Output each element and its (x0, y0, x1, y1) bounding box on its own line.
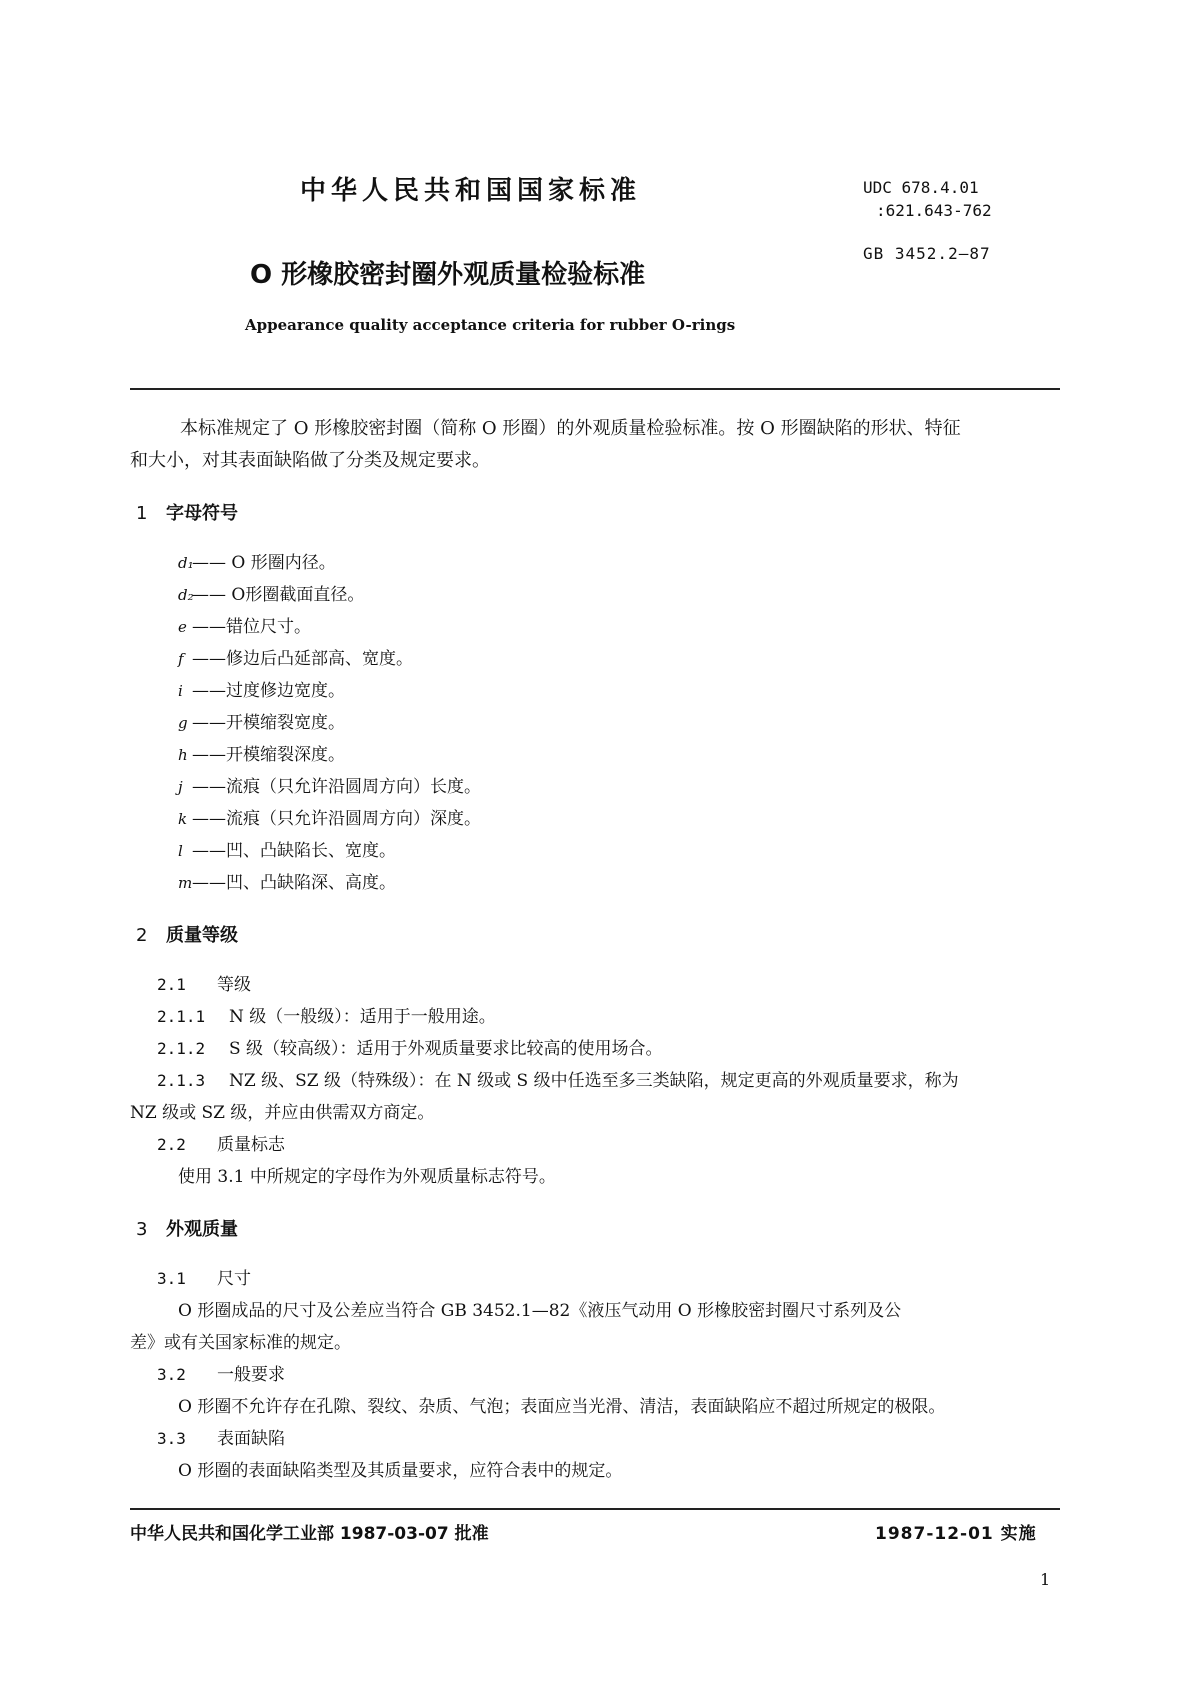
symbol-row (178, 772, 481, 797)
clause-number: 2.1 (157, 975, 186, 994)
clause-3-3 (157, 1424, 285, 1449)
section-2-heading (136, 921, 238, 947)
clause-3-1 (157, 1264, 251, 1289)
intro-paragraph (130, 413, 1060, 477)
clause-number: 3.1 (157, 1269, 186, 1288)
symbol: m (178, 874, 193, 892)
symbol-definition: ——修边后凸延部高、宽度。 (192, 649, 413, 669)
page-number: 1 (1040, 1570, 1051, 1589)
symbol-row (178, 836, 396, 861)
symbol: i (178, 682, 183, 700)
symbol: k (178, 810, 188, 828)
symbol: l (178, 842, 183, 860)
clause-title: 尺寸 (217, 1269, 251, 1289)
symbol-row (178, 580, 364, 605)
section-title: 质量等级 (166, 925, 238, 946)
clause-3-2-text: O 形圈不允许存在孔隙、裂纹、杂质、气泡；表面应当光滑、清洁，表面缺陷应不超过所规定的极限。 (178, 1397, 946, 1417)
clause-3-2 (157, 1360, 285, 1385)
section-1-heading (136, 499, 238, 525)
udc-code-line-1: UDC 678.4.01 (863, 178, 979, 197)
approval-line: 中华人民共和国化学工业部 1987-03-07 批准 (130, 1524, 489, 1544)
symbol: g (178, 714, 188, 732)
symbol-definition: ——开模缩裂深度。 (192, 745, 345, 765)
clause-2-1-3 (157, 1066, 959, 1091)
clause-2-2-text: 使用 3.1 中所规定的字母作为外观质量标志符号。 (178, 1167, 556, 1187)
english-title: Appearance quality acceptance criteria for rubber O-rings (245, 316, 736, 334)
clause-text: NZ 级、SZ 级（特殊级）：在 N 级或 S 级中任选至多三类缺陷，规定更高的外观质量要求，称为 (229, 1071, 959, 1091)
symbol: f (178, 650, 184, 668)
symbol-definition: ——流痕（只允许沿圆周方向）长度。 (192, 777, 481, 797)
symbol: d₂ (178, 586, 194, 604)
symbol-definition: ——流痕（只允许沿圆周方向）深度。 (192, 809, 481, 829)
symbol: d₁ (178, 554, 194, 572)
section-title: 外观质量 (166, 1219, 238, 1240)
clause-number: 3.3 (157, 1429, 186, 1448)
document-title: O 形橡胶密封圈外观质量检验标准 (250, 260, 646, 290)
clause-number: 2.1.1 (157, 1007, 206, 1026)
symbol-row (178, 804, 481, 829)
clause-2-1-3-continued: NZ 级或 SZ 级，并应由供需双方商定。 (130, 1103, 435, 1123)
symbol-definition: ——过度修边宽度。 (192, 681, 345, 701)
clause-title: 一般要求 (217, 1365, 285, 1385)
symbol: j (178, 778, 183, 796)
symbol-row (178, 548, 336, 573)
clause-number: 3.2 (157, 1365, 186, 1384)
intro-line-1: 本标准规定了 O 形橡胶密封圈（简称 O 形圈）的外观质量检验标准。按 O 形圈缺陷的形状、特征 (180, 418, 961, 439)
clause-3-3-text: O 形圈的表面缺陷类型及其质量要求，应符合表中的规定。 (178, 1461, 623, 1481)
clause-text: S 级（较高级）：适用于外观质量要求比较高的使用场合。 (229, 1039, 663, 1059)
intro-line-2: 和大小，对其表面缺陷做了分类及规定要求。 (130, 450, 490, 471)
clause-2-1 (157, 970, 251, 995)
symbol-definition: ——凹、凸缺陷深、高度。 (192, 873, 396, 893)
effective-date: 1987-12-01 实施 (875, 1524, 1037, 1544)
symbol-definition: —— O形圈截面直径。 (192, 585, 365, 605)
symbol-definition: ——错位尺寸。 (192, 617, 311, 637)
clause-number: 2.1.2 (157, 1039, 206, 1058)
symbol-row (178, 612, 311, 637)
symbol-row (178, 868, 396, 893)
symbol-definition: —— O 形圈内径。 (192, 553, 336, 573)
clause-title: 表面缺陷 (217, 1429, 285, 1449)
symbol-row (178, 740, 345, 765)
clause-number: 2.2 (157, 1135, 186, 1154)
clause-text: N 级（一般级）：适用于一般用途。 (229, 1007, 496, 1027)
symbol-definition: ——开模缩裂宽度。 (192, 713, 345, 733)
clause-3-1-text: O 形圈成品的尺寸及公差应当符合 GB 3452.1—82《液压气动用 O 形橡胶密封圈尺寸系列及公 (178, 1301, 902, 1321)
symbol: h (178, 746, 188, 764)
symbol-row (178, 676, 345, 701)
section-number: 2 (136, 925, 148, 946)
standard-name: 中华人民共和国国家标准 (300, 176, 642, 206)
clause-title: 质量标志 (217, 1135, 285, 1155)
symbol-definition: ——凹、凸缺陷长、宽度。 (192, 841, 396, 861)
section-3-heading (136, 1215, 238, 1241)
clause-3-1-continued: 差》或有关国家标准的规定。 (130, 1333, 351, 1353)
clause-2-1-2 (157, 1034, 663, 1059)
footer-divider (130, 1508, 1060, 1510)
udc-code-line-2: :621.643-762 (876, 201, 992, 220)
section-title: 字母符号 (166, 503, 238, 524)
symbol-row (178, 644, 413, 669)
symbol-row (178, 708, 345, 733)
gb-code: GB 3452.2—87 (863, 244, 991, 263)
clause-2-1-1 (157, 1002, 496, 1027)
section-number: 1 (136, 503, 148, 524)
clause-title: 等级 (217, 975, 251, 995)
clause-number: 2.1.3 (157, 1071, 206, 1090)
section-number: 3 (136, 1219, 148, 1240)
header-divider (130, 388, 1060, 390)
symbol: e (178, 618, 187, 636)
clause-2-2 (157, 1130, 285, 1155)
